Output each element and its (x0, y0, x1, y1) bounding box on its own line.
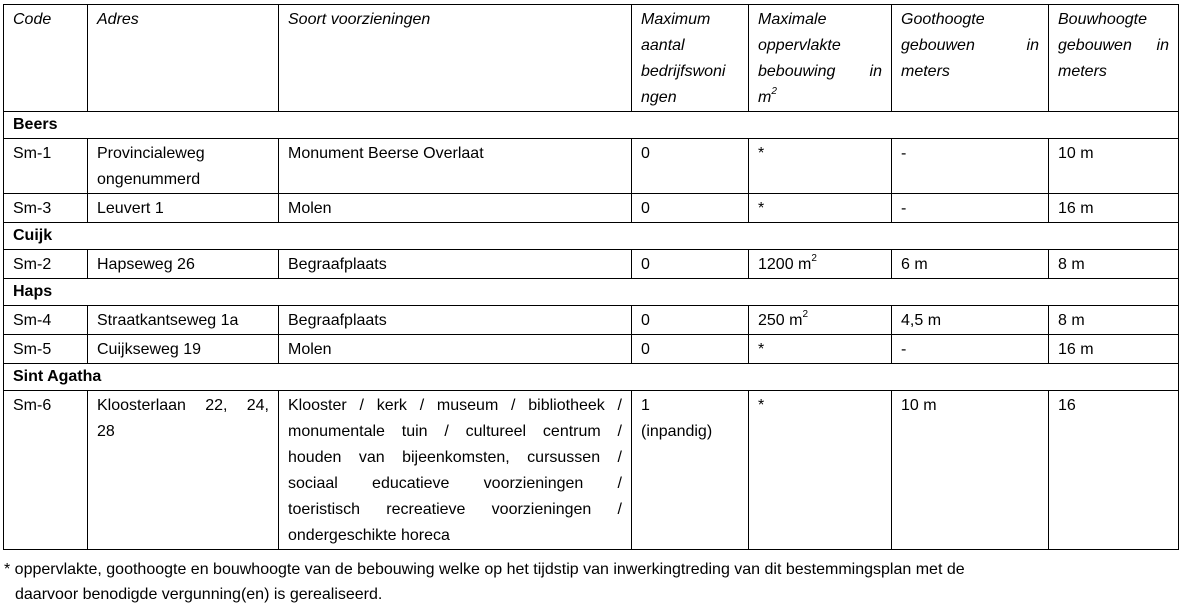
group-row-cuijk (4, 223, 1179, 250)
group-label: Beers (4, 112, 1179, 139)
cell-goot: - (892, 194, 1049, 223)
cell-soort: Molen (279, 335, 632, 364)
cell-adres: Leuvert 1 (88, 194, 279, 223)
cell-soort: Begraafplaats (279, 250, 632, 279)
cell-woningen: 0 (632, 250, 749, 279)
cell-soort: Molen (279, 194, 632, 223)
footnote-line-2: daarvoor benodigde vergunning(en) is gerealiseerd. (15, 586, 383, 603)
cell-code: Sm-2 (4, 250, 88, 279)
cell-soort: Klooster / kerk / museum / bibliotheek / monumentale tuin / cultureel centrum / houden van bijeenkomsten, cursussen / sociaal educatieve voorzieningen / toeristisch recreatieve voorzieningen / ondergeschikte horeca (279, 391, 632, 550)
cell-opp: 250 $m^2$ (749, 306, 892, 335)
cell-bouw: 16 (1049, 391, 1179, 550)
cell-soort: Monument Beerse Overlaat (279, 139, 632, 194)
cell-code: Sm-6 (4, 391, 88, 550)
table-row (4, 194, 1179, 223)
group-label: Cuijk (4, 223, 1179, 250)
cell-woningen: 0 (632, 194, 749, 223)
table-row (4, 335, 1179, 364)
footnote (4, 557, 1174, 607)
cell-goot: - (892, 335, 1049, 364)
group-row-beers (4, 112, 1179, 139)
cell-adres: Provincialeweg ongenummerd (88, 139, 279, 194)
cell-code: Sm-5 (4, 335, 88, 364)
group-label: Sint Agatha (4, 364, 1179, 391)
header-max-woningen: Maximum aantal bedrijfswoni ngen (632, 5, 749, 112)
group-row-haps (4, 279, 1179, 306)
cell-woningen: 0 (632, 139, 749, 194)
cell-soort: Begraafplaats (279, 306, 632, 335)
cell-bouw: 8 m (1049, 306, 1179, 335)
cell-goot: 10 m (892, 391, 1049, 550)
cell-adres: Cuijkseweg 19 (88, 335, 279, 364)
cell-woningen: 0 (632, 335, 749, 364)
voorzieningen-table (3, 4, 1179, 550)
cell-adres: Straatkantseweg 1a (88, 306, 279, 335)
table-row (4, 391, 1179, 550)
cell-code: Sm-1 (4, 139, 88, 194)
header-max-opp: Maximale oppervlakte bebouwing in $m^2$ (749, 5, 892, 112)
cell-opp: * (749, 194, 892, 223)
header-goothoogte: Goothoogte gebouwen in meters (892, 5, 1049, 112)
table-row (4, 306, 1179, 335)
header-bouwhoogte: Bouwhoogte gebouwen in meters (1049, 5, 1179, 112)
cell-goot: 4,5 m (892, 306, 1049, 335)
cell-bouw: 10 m (1049, 139, 1179, 194)
header-code: Code (4, 5, 88, 112)
cell-goot: 6 m (892, 250, 1049, 279)
cell-bouw: 16 m (1049, 194, 1179, 223)
group-row-sint-agatha (4, 364, 1179, 391)
header-row (4, 5, 1179, 112)
cell-bouw: 8 m (1049, 250, 1179, 279)
header-soort: Soort voorzieningen (279, 5, 632, 112)
cell-opp: * (749, 391, 892, 550)
cell-opp: * (749, 139, 892, 194)
cell-bouw: 16 m (1049, 335, 1179, 364)
header-adres: Adres (88, 5, 279, 112)
cell-woningen: 0 (632, 306, 749, 335)
cell-woningen: 1 (inpandig) (632, 391, 749, 550)
table-row (4, 250, 1179, 279)
cell-opp: * (749, 335, 892, 364)
cell-opp: 1200 $m^2$ (749, 250, 892, 279)
cell-code: Sm-4 (4, 306, 88, 335)
table-row (4, 139, 1179, 194)
cell-goot: - (892, 139, 1049, 194)
cell-code: Sm-3 (4, 194, 88, 223)
cell-adres: Kloosterlaan 22, 24, 28 (88, 391, 279, 550)
cell-adres: Hapseweg 26 (88, 250, 279, 279)
footnote-line-1: * oppervlakte, goothoogte en bouwhoogte van de bebouwing welke op het tijdstip van inwerkingtreding van dit bestemmingsplan met de (4, 561, 965, 578)
group-label: Haps (4, 279, 1179, 306)
